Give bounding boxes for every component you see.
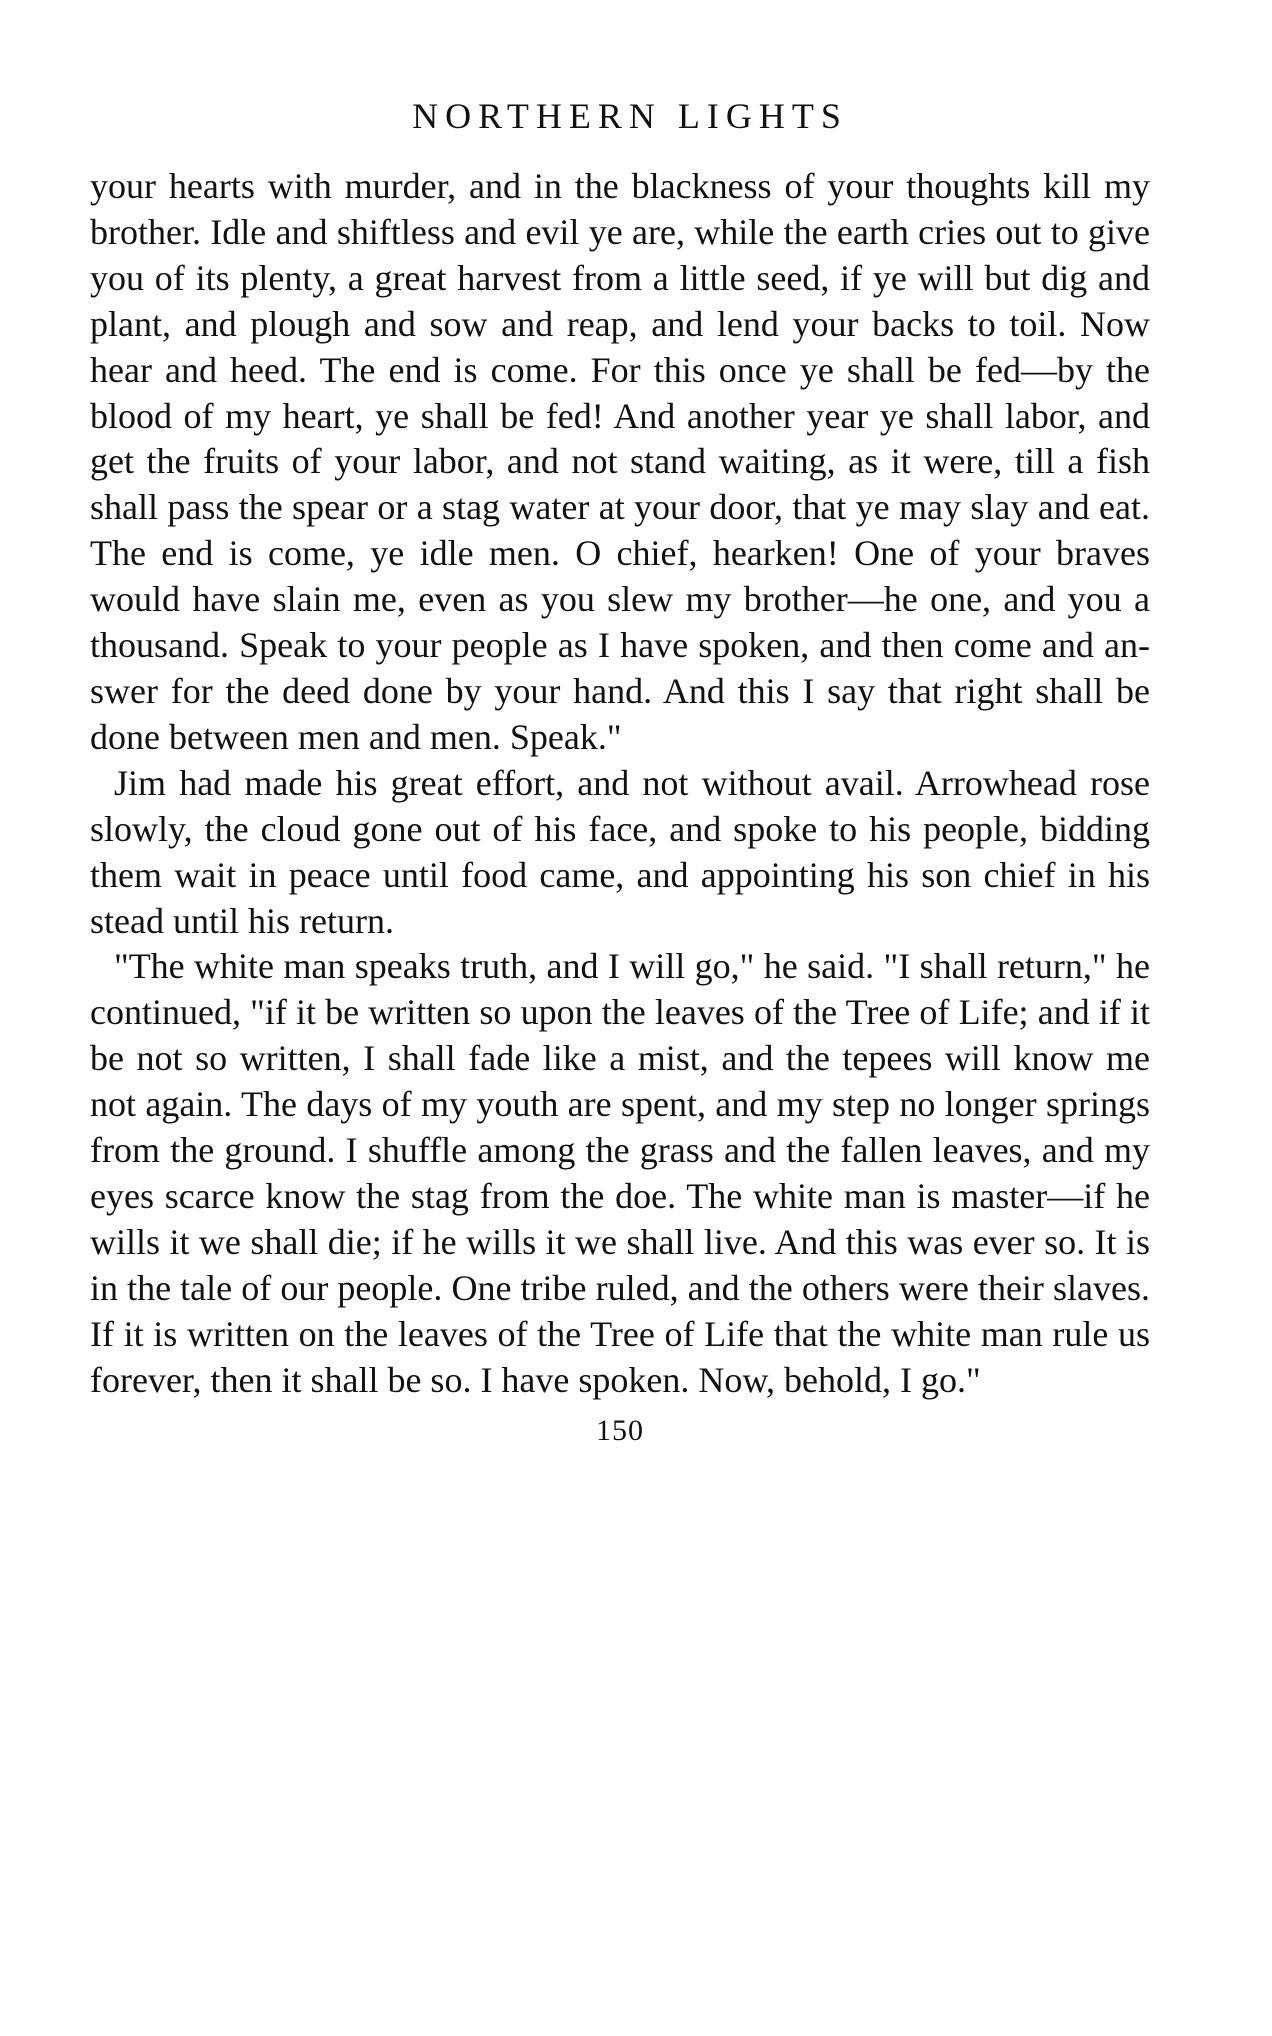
book-page (90, 90, 1150, 1451)
page-number: 150 (596, 1414, 644, 1448)
paragraph-arrowhead-rose: Jim had made his great effort, and not without avail. Arrowhead rose slowly, the cloud gone out of his face, and spoke to his people, bidding them wait in peace until food came, and appointing his son chief in his stead until his return. (90, 762, 1150, 941)
paragraph-continued: your hearts with murder, and in the blackness of your thoughts kill my brother. Idle and shiftless and evil ye are, while the earth cries out to give you of its plenty, a great harvest from a little seed, if ye will but dig and plant, and plough and sow and reap, and lend your backs to toil. Now hear and heed. The end is come. For this once ye shall be fed—by the blood of my heart, ye shall be fed! And another year ye shall labor, and get the fruits of your labor, and not stand waiting, as it were, till a fish shall pass the spear or a stag water at your door, that ye may slay and eat. The end is come, ye idle men. O chief, hearken! One of your braves would have slain me, even as you slew my brother—he one, and you a thousand. Speak to your people as I have spoken, and then come and answer for the deed done by your hand. And this I say that right shall be done between men and men. Speak." (90, 166, 1150, 757)
running-title: NORTHERN LIGHTS (412, 96, 848, 136)
body-text (90, 164, 1150, 1403)
paragraph-white-man-speaks: "The white man speaks truth, and I will go," he said. "I shall return," he continued, "if it be written so upon the leaves of the Tree of Life; and if it be not so written, I shall fade like a mist, and the tepees will know me not again. The days of my youth are spent, and my step no longer springs from the ground. I shuffle among the grass and the fallen leaves, and my eyes scarce know the stag from the doe. The white man is master—if he wills it we shall die; if he wills it we shall live. And this was ever so. It is in the tale of our people. One tribe ruled, and the others were their slaves. If it is written on the leaves of the Tree of Life that the white man rule us forever, then it shall be so. I have spoken. Now, behold, I go." (90, 946, 1150, 1400)
